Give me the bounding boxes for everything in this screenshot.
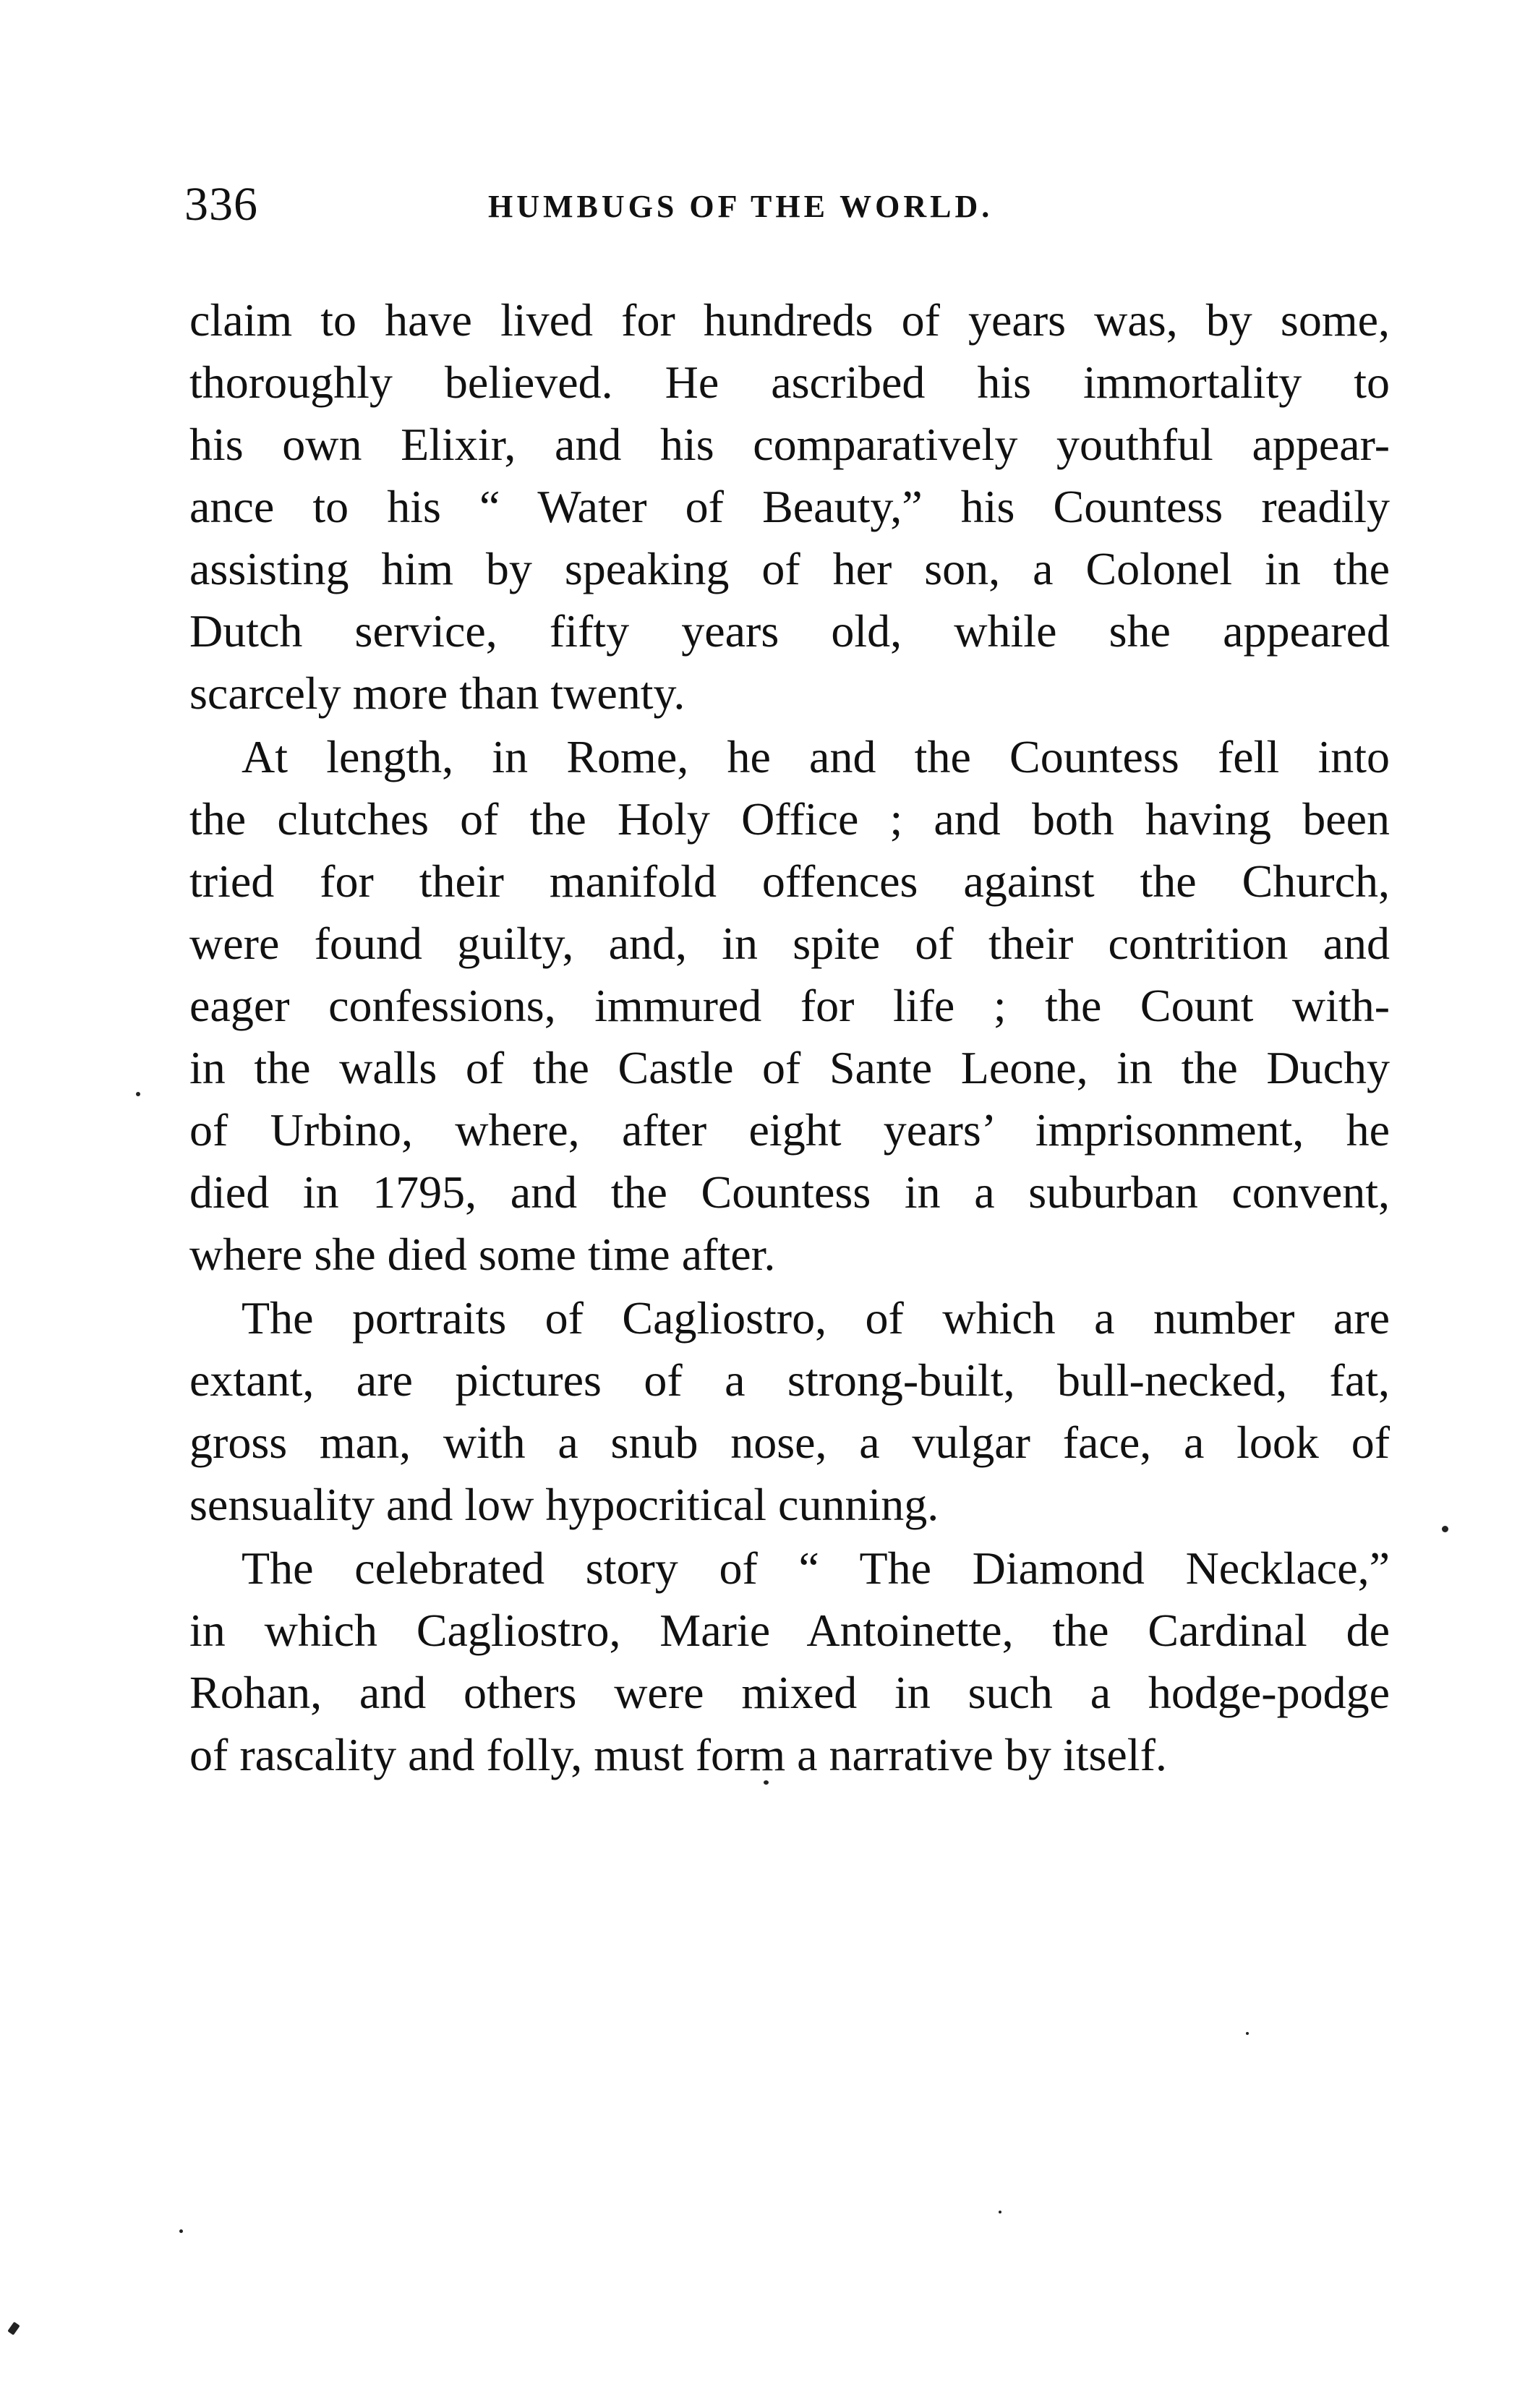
scan-speck [136, 1092, 140, 1096]
page-number: 336 [184, 178, 258, 231]
text-line: Rohan, and others were mixed in such a hodge-podge [189, 1667, 1390, 1718]
text-line: sensuality and low hypocritical cunning. [189, 1479, 939, 1530]
text-line: where she died some time after. [189, 1229, 776, 1280]
text-line: The celebrated story of “ The Diamond Necklace,” [242, 1542, 1390, 1594]
text-line: assisting him by speaking of her son, a Colonel in the [189, 543, 1390, 594]
text-line: were found guilty, and, in spite of their contrition and [189, 918, 1390, 969]
text-line: eager confessions, immured for life ; the Count with- [189, 980, 1390, 1031]
scan-speck [7, 2322, 20, 2336]
text-line: scarcely more than twenty. [189, 667, 685, 719]
text-line: the clutches of the Holy Office ; and both having been [189, 793, 1390, 845]
text-line: extant, are pictures of a strong-built, bull-necked, fat, [189, 1354, 1390, 1406]
scan-speck [764, 1780, 769, 1785]
text-line: in which Cagliostro, Marie Antoinette, the Cardinal de [189, 1605, 1390, 1656]
text-line: gross man, with a snub nose, a vulgar face, a look of [189, 1417, 1390, 1468]
running-head [184, 172, 1385, 237]
text-line: At length, in Rome, he and the Countess fell into [242, 731, 1390, 782]
paragraph [189, 726, 1390, 1286]
text-line: tried for their manifold offences against the Church, [189, 855, 1390, 907]
scan-speck [1442, 1526, 1448, 1532]
text-line: of rascality and folly, must form a narrative by itself. [189, 1729, 1167, 1780]
text-line: ance to his “ Water of Beauty,” his Countess readily [189, 481, 1390, 532]
paragraph [189, 1287, 1390, 1536]
text-line: his own Elixir, and his comparatively youthful appear- [189, 419, 1390, 470]
paragraph [189, 289, 1390, 725]
scan-speck [179, 2229, 183, 2233]
scan-speck [999, 2211, 1001, 2213]
paragraph [189, 1537, 1390, 1786]
body-text [189, 289, 1390, 1786]
text-line: The portraits of Cagliostro, of which a number are [242, 1292, 1390, 1344]
text-line: thoroughly believed. He ascribed his immortality to [189, 356, 1390, 408]
scan-speck [1246, 2032, 1249, 2035]
running-title: HUMBUGS OF THE WORLD. [488, 189, 994, 224]
text-line: died in 1795, and the Countess in a suburban convent, [189, 1166, 1390, 1218]
text-line: claim to have lived for hundreds of years was, by some, [189, 294, 1390, 346]
text-line: in the walls of the Castle of Sante Leone, in the Duchy [189, 1042, 1390, 1093]
text-line: of Urbino, where, after eight years’ imprisonment, he [189, 1104, 1390, 1156]
text-line: Dutch service, fifty years old, while she appeared [189, 605, 1390, 657]
